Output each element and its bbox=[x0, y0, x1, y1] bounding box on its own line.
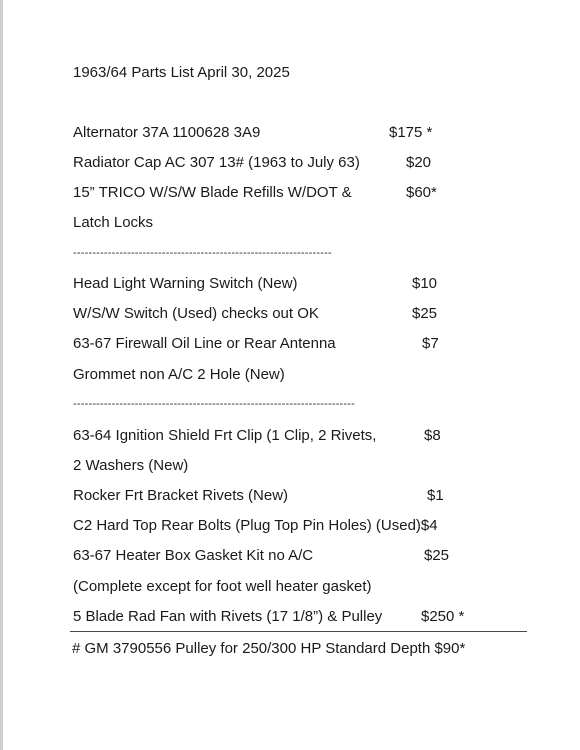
item-desc-blade-refills: 15” TRICO W/S/W Blade Refills W/DOT & bbox=[73, 184, 352, 201]
item-price-rad-fan: $250 * bbox=[421, 608, 465, 625]
document-title: 1963/64 Parts List April 30, 2025 bbox=[73, 64, 290, 81]
item-desc-gm-pulley: # GM 3790556 Pulley for 250/300 HP Standard Depth $90* bbox=[72, 640, 466, 657]
item-desc-heater-gasket-note: (Complete except for foot well heater gasket) bbox=[73, 578, 372, 595]
item-desc-radiator-cap: Radiator Cap AC 307 13# (1963 to July 63) bbox=[73, 154, 360, 171]
item-desc-firewall-oil-line: 63-67 Firewall Oil Line or Rear Antenna bbox=[73, 335, 336, 352]
separator-dashes: ------------------------------------------------------------------- bbox=[73, 247, 332, 259]
item-price-rocker-rivets: $1 bbox=[427, 487, 444, 504]
item-price-firewall-oil-line: $7 bbox=[422, 335, 439, 352]
item-desc-rad-fan: 5 Blade Rad Fan with Rivets (17 1/8”) & Pulley bbox=[73, 608, 383, 625]
item-price-heater-box-gasket: $25 bbox=[424, 547, 450, 564]
item-desc-wsw-switch: W/S/W Switch (Used) checks out OK bbox=[73, 305, 319, 322]
separator-dashes: ------------------------------------------------------------------------- bbox=[73, 398, 356, 410]
item-desc-ignition-shield-clip: 63-64 Ignition Shield Frt Clip (1 Clip, 2 Rivets, bbox=[73, 427, 377, 444]
item-price-wsw-switch: $25 bbox=[412, 305, 438, 322]
item-price-ignition-shield-clip: $8 bbox=[424, 427, 441, 444]
item-desc-alternator: Alternator 37A 1100628 3A9 bbox=[73, 124, 261, 141]
horizontal-rule bbox=[70, 631, 527, 632]
item-price-blade-refills: $60* bbox=[406, 184, 437, 201]
item-price-headlight-switch: $10 bbox=[412, 275, 438, 292]
item-desc-headlight-switch: Head Light Warning Switch (New) bbox=[73, 275, 298, 292]
item-desc-rocker-rivets: Rocker Frt Bracket Rivets (New) bbox=[73, 487, 289, 504]
item-desc-hard-top-bolts: C2 Hard Top Rear Bolts (Plug Top Pin Holes) (Used)$4 bbox=[73, 517, 438, 534]
item-price-radiator-cap: $20 bbox=[406, 154, 432, 171]
page-edge-shadow bbox=[0, 0, 3, 750]
item-desc-grommet: Grommet non A/C 2 Hole (New) bbox=[73, 366, 285, 383]
item-desc-washers: 2 Washers (New) bbox=[73, 457, 189, 474]
item-price-alternator: $175 * bbox=[389, 124, 433, 141]
item-desc-latch-locks: Latch Locks bbox=[73, 214, 154, 231]
item-desc-heater-box-gasket: 63-67 Heater Box Gasket Kit no A/C bbox=[73, 547, 314, 564]
